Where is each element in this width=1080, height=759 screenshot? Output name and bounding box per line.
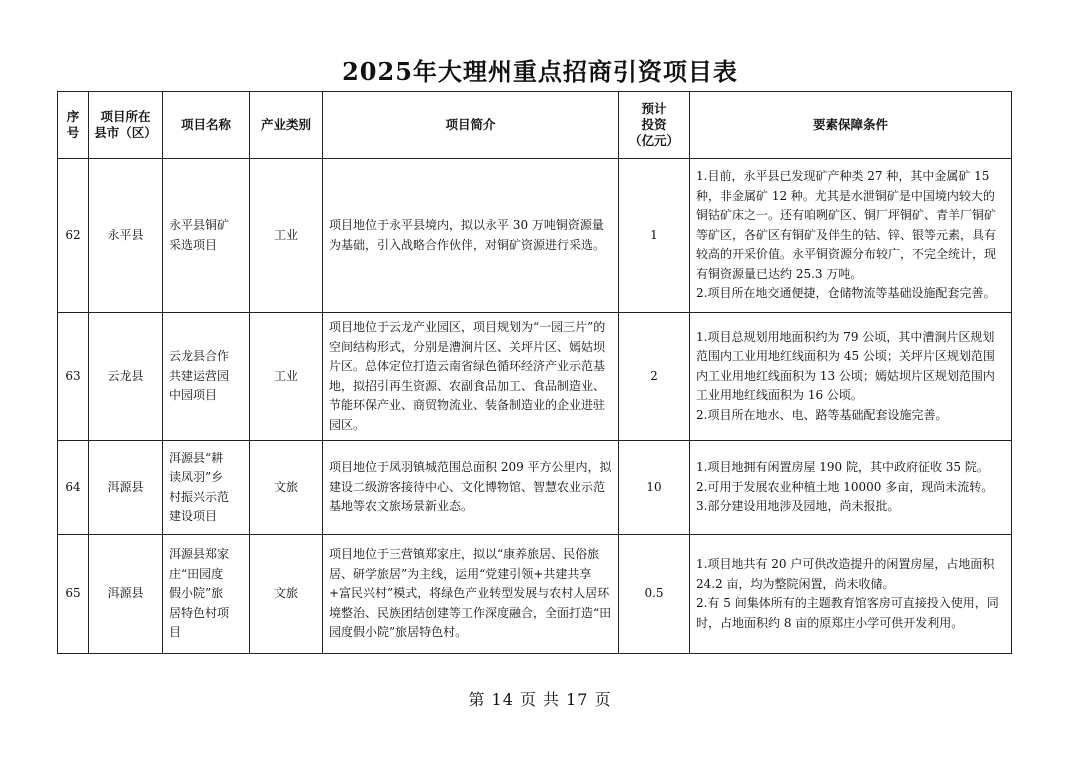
header-conditions: 要素保障条件 [690, 92, 1012, 159]
table-row [58, 159, 1012, 313]
header-name: 项目名称 [163, 92, 250, 159]
row-project-name: 云龙县合作 共建运营园 中园项目 [163, 313, 250, 441]
table-row [58, 313, 1012, 441]
row-intro: 项目地位于凤羽镇城范围总面积 209 平方公里内，拟建设二级游客接待中心、文化博物馆、智慧农业示范基地等农文旅场景新业态。 [323, 441, 619, 535]
row-conditions: 1.目前，永平县已发现矿产种类 27 种，其中金属矿 15 种，非金属矿 12 种。尤其是水泄铜矿是中国境内较大的铜钴矿床之一。还有咱咧矿区、铜厂坪铜矿、青羊厂铜矿等矿区，各矿区有铜矿及伴生的钴、锌、银等元素，具有较高的开采价值。永平铜资源分布较广，不完全统计，现有铜资源量已达约 25.3 万吨。 2.项目所在地交通便捷，仓储物流等基础设施配套完善。 [690, 159, 1012, 313]
row-investment: 10 [619, 441, 690, 535]
header-no: 序 号 [58, 92, 89, 159]
row-investment: 2 [619, 313, 690, 441]
header-row [58, 92, 1012, 159]
header-county: 项目所在 县市（区） [89, 92, 163, 159]
row-county: 云龙县 [89, 313, 163, 441]
row-no: 63 [58, 313, 89, 441]
row-project-name: 永平县铜矿 采选项目 [163, 159, 250, 313]
header-investment: 预计 投资 （亿元） [619, 92, 690, 159]
page-number-footer: 第 14 页 共 17 页 [468, 690, 612, 709]
header-intro: 项目简介 [323, 92, 619, 159]
row-project-name: 洱源县“耕 读凤羽”乡 村振兴示范 建设项目 [163, 441, 250, 535]
header-industry: 产业类别 [250, 92, 323, 159]
row-intro: 项目地位于永平县境内，拟以永平 30 万吨铜资源量为基础，引入战略合作伙伴，对铜矿资源进行采选。 [323, 159, 619, 313]
row-conditions: 1.项目地共有 20 户可供改造提升的闲置房屋，占地面积 24.2 亩，均为整院闲置，尚未收储。 2.有 5 间集体所有的主题教育馆客房可直接投入使用，同时，占地面积约 8 亩的原郑庄小学可供开发利用。 [690, 535, 1012, 654]
table-row [58, 535, 1012, 654]
row-no: 64 [58, 441, 89, 535]
row-industry: 工业 [250, 159, 323, 313]
row-county: 永平县 [89, 159, 163, 313]
row-no: 62 [58, 159, 89, 313]
row-industry: 文旅 [250, 535, 323, 654]
row-project-name: 洱源县郑家 庄“田园度 假小院”旅 居特色村项 目 [163, 535, 250, 654]
row-industry: 工业 [250, 313, 323, 441]
row-conditions: 1.项目地拥有闲置房屋 190 院，其中政府征收 35 院。 2.可用于发展农业种植土地 10000 多亩，现尚未流转。 3.部分建设用地涉及园地，尚未报批。 [690, 441, 1012, 535]
project-table [57, 91, 1012, 654]
row-county: 洱源县 [89, 535, 163, 654]
row-conditions: 1.项目总规划用地面积约为 79 公顷，其中漕涧片区规划范围内工业用地红线面积为 45 公顷；关坪片区规划范围内工业用地红线面积为 13 公顷；嫣姑坝片区规划范围内工业用地红线面积为 16 公顷。 2.项目所在地水、电、路等基础配套设施完善。 [690, 313, 1012, 441]
row-intro: 项目地位于云龙产业园区，项目规划为“一园三片”的空间结构形式，分别是漕涧片区、关坪片区、嫣姑坝片区。总体定位打造云南省绿色循环经济产业示范基地，拟招引再生资源、农副食品加工、食品制造业、节能环保产业、商贸物流业、装备制造业的企业进驻园区。 [323, 313, 619, 441]
row-intro: 项目地位于三营镇郑家庄，拟以“康养旅居、民俗旅居、研学旅居”为主线，运用“党建引领+共建共享+富民兴村”模式，将绿色产业转型发展与农村人居环境整治、民族团结创建等工作深度融合，全面打造“田园度假小院”旅居特色村。 [323, 535, 619, 654]
row-investment: 1 [619, 159, 690, 313]
row-no: 65 [58, 535, 89, 654]
table-row [58, 441, 1012, 535]
page-title: 2025年大理州重点招商引资项目表 [342, 57, 738, 86]
row-investment: 0.5 [619, 535, 690, 654]
row-county: 洱源县 [89, 441, 163, 535]
row-industry: 文旅 [250, 441, 323, 535]
